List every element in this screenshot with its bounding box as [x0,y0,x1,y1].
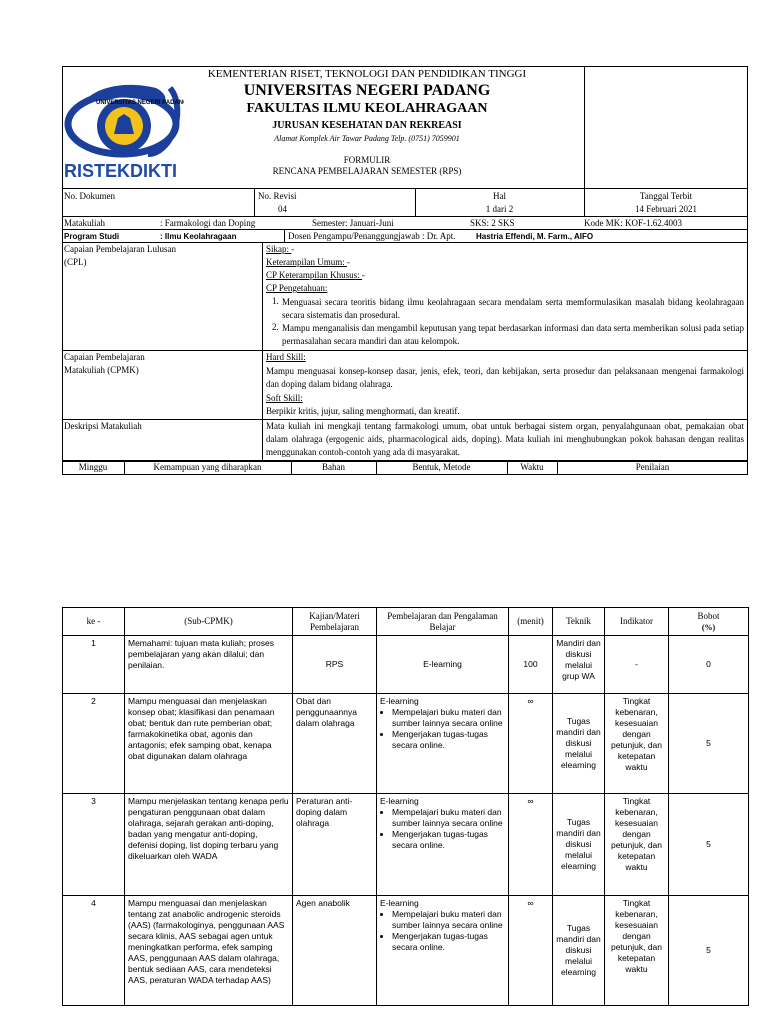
cell-metode [377,896,509,1006]
header-pembelajaran: Pembelajaran dan Pengalaman Belajar [377,608,509,636]
header-kajian: Kajian/Materi Pembelajaran [293,608,377,636]
cell-kajian: Obat dan penggunaannya dalam olahraga [293,694,377,794]
metode-title: E-learning [380,696,419,706]
header-bobot: Bobot (%) [669,608,749,636]
plan-top-bahan: Bahan [322,462,345,472]
list-item: • Mengerjakan tugas-tugas secara online. [392,931,505,953]
cell-sub: Mampu menjelaskan tentang kenapa perlu pengaturan penggunaan obat dalam olahraga, sejarah gerakan anti-doping, badan yang mengatur anti-doping, defenisi doping, list doping terbaru yang dikeluarkan oleh WADA [125,794,293,896]
table-row [63,694,749,794]
cell-indikator: - [605,636,669,694]
cell-indikator: Tingkat kebenaran, kesesuaian dengan petunjuk, dan ketepatan waktu [605,896,669,1006]
cpl-item-2: Mampu menganalisis dan mengambil keputusan yang tepat berdasarkan informasi dan data serta memberikan solusi pada setiap permasalahan secara mandiri dan atau kelompok. [282,323,744,346]
cell-sub: Mampu menguasai dan menjelaskan konsep obat; klasifikasi dan penamaan obat; bentuk dan rute pemberian obat; farmakokinetika obat, agonis dan antagonis; efek samping obat, kenapa obat digunakan dalam olahraga [125,694,293,794]
no-dokumen-label: No. Dokumen [64,191,115,201]
cpl-item-num-2: 2. [272,322,279,332]
metode-bullets [380,909,505,953]
list-item: • Mempelajari buku materi dan sumber lainnya secara online [392,807,505,829]
list-item: • Mempelajari buku materi dan sumber lainnya secara online [392,707,505,729]
prodi-label: Program Studi [64,232,120,241]
header-ke: ke - [63,608,125,636]
list-item: • Mengerjakan tugas-tugas secara online. [392,829,505,851]
metode-title: E-learning [380,898,419,908]
metode-title: E-learning [380,796,419,806]
cpmk-label-1: Capaian Pembelajaran [64,352,145,362]
cell-sub: Mampu menguasai dan menjelaskan tentang zat anabolic androgenic steroids (AAS) (farmakologinya, penggunaan AAS secara klinis, AAS sebagai agen untuk meningkatkan performa, efek samping AAS, penggunaan AAS dalam olahraga, bentuk sediaan AAS, cara mendeteksi AAS, peraturan WADA terhadap AAS) [125,896,293,1006]
deskripsi-label: Deskripsi Matakuliah [64,421,142,431]
plan-top-kemampuan: Kemampuan yang diharapkan [153,462,262,472]
cell-teknik: Mandiri dan diskusi melalui grup WA [553,636,605,694]
university-name: UNIVERSITAS NEGERI PADANG [243,82,491,99]
cpl-pengetahuan: CP Pengetahuan: [266,283,328,293]
header-teknik: Teknik [553,608,605,636]
address: Alamat Komplek Air Tawar Padang Telp. (0751) 7059901 [274,134,460,143]
cell-menit: ∞ [509,794,553,896]
deskripsi-text: Mata kuliah ini mengkaji tentang farmakologi umum, obat untuk berbagai sistem organ, penyalahgunaan obat, pemakaian obat dalam olahraga (ergogenic aids, pharmacological aids, doping). Mata kuliah ini menghubungkan pokok bahasan dengan realitas menggunakan contoh-contoh yang ada di masyarakat. [266,421,744,457]
hard-skill-text: Mampu menguasai konsep-konsep dasar, jenis, efek, teori, dan kebijakan, serta prosedur dan pelaksanaan mengenai farmakologi dan doping dalam bidang olahraga. [266,366,744,389]
ministry-name: KEMENTERIAN RISET, TEKNOLOGI DAN PENDIDIKAN TINGGI [207,68,527,80]
soft-skill-text: Berpikir kritis, jujur, saling menghormati, dan kreatif. [266,406,460,416]
tanggal-value: 14 Februari 2021 [635,204,697,214]
matakuliah-label: Matakuliah [64,218,105,228]
cell-indikator: Tingkat kebenaran, kesesuaian dengan petunjuk, dan ketepatan waktu [605,694,669,794]
tanggal-label: Tanggal Terbit [639,191,693,201]
table-row [63,636,749,694]
kode-mk: Kode MK: KOF-1.62.4003 [584,218,682,228]
cell-ke: 3 [63,794,125,896]
cpl-ket-khusus: CP Keterampilan Khusus: - [266,270,365,280]
plan-top-minggu: Minggu [78,462,108,472]
plan-top-penilaian: Penilaian [635,462,670,472]
cpl-item-1: Menguasai secara teoritis bidang ilmu keolahragaan secara mendalam serta memformulasikan masalah bidang keolahragaan secara sistematis dan prosedural. [282,297,744,320]
cpl-ket-umum: Keterampilan Umum: - [266,257,350,267]
list-item: • Mengerjakan tugas-tugas secara online. [392,729,505,751]
no-revisi-value: 04 [278,204,287,214]
cell-menit: ∞ [509,896,553,1006]
no-revisi-label: No. Revisi [258,191,297,201]
header-menit: (menit) [509,608,553,636]
plan-top-waktu: Waktu [520,462,544,472]
cell-bobot: 5 [669,694,749,794]
cpl-sikap: Sikap: - [266,244,295,254]
header-subcpmk: (Sub-CPMK) [125,608,293,636]
prodi-value: : Ilmu Keolahragaan [160,232,237,241]
logo-wordmark: RISTEKDIKTI [64,161,178,181]
soft-skill-label: Soft Skill: [266,393,303,403]
cell-bobot: 0 [669,636,749,694]
form-title: FORMULIR [343,155,391,165]
cell-metode [377,694,509,794]
semester: Semester: Januari-Juni [312,218,394,228]
cell-metode: E-learning [377,636,509,694]
cell-teknik: Tugas mandiri dan diskusi melalui elearning [553,794,605,896]
cell-menit: 100 [509,636,553,694]
cell-teknik: Tugas mandiri dan diskusi melalui elearning [553,694,605,794]
cpmk-label-2: Matakuliah (CPMK) [64,365,139,375]
hard-skill-label: Hard Skill: [266,352,306,362]
cell-ke: 1 [63,636,125,694]
department-name: JURUSAN KESEHATAN DAN REKREASI [272,120,462,131]
cpl-label-1: Capaian Pembelajaran Lulusan [64,244,176,254]
table-header-row [63,608,749,636]
sks: SKS: 2 SKS [470,218,515,228]
cpl-item-num-1: 1. [272,296,279,306]
faculty-name: FAKULTAS ILMU KEOLAHRAGAAN [246,101,488,116]
plan-top-bentuk: Bentuk, Metode [412,462,471,472]
metode-bullets [380,807,505,851]
matakuliah-value: : Farmakologi dan Doping [160,218,256,228]
cell-sub: Memahami: tujuan mata kuliah; proses pembelajaran yang akan dilalui; dan penilaian. [125,636,293,694]
cell-kajian: RPS [293,636,377,694]
cell-menit: ∞ [509,694,553,794]
cell-teknik: Tugas mandiri dan diskusi melalui elearning [553,896,605,1006]
cell-ke: 4 [63,896,125,1006]
svg-text:UNIVERSITAS NEGERI PADANG: UNIVERSITAS NEGERI PADANG [96,100,184,106]
cell-kajian: Peraturan anti-doping dalam olahraga [293,794,377,896]
form-subtitle: RENCANA PEMBELAJARAN SEMESTER (RPS) [272,166,462,176]
hal-value: 1 dari 2 [485,204,514,214]
cell-indikator: Tingkat kebenaran, kesesuaian dengan petunjuk, dan ketepatan waktu [605,794,669,896]
hal-label: Hal [493,191,506,201]
table-row [63,896,749,1006]
dosen-value: Hastria Effendi, M. Farm., AIFO [476,232,594,241]
cell-kajian: Agen anabolik [293,896,377,1006]
cell-metode [377,794,509,896]
cell-bobot: 5 [669,794,749,896]
metode-bullets [380,707,505,751]
table-row [63,794,749,896]
cell-ke: 2 [63,694,125,794]
cell-bobot: 5 [669,896,749,1006]
cpl-label-2: (CPL) [64,257,87,267]
list-item: • Mempelajari buku materi dan sumber lainnya secara online [392,909,505,931]
dosen-label: Dosen Pengampu/Penanggungjawab : Dr. Apt. [288,231,456,241]
rps-plan-table [62,607,749,1006]
header-indikator: Indikator [605,608,669,636]
